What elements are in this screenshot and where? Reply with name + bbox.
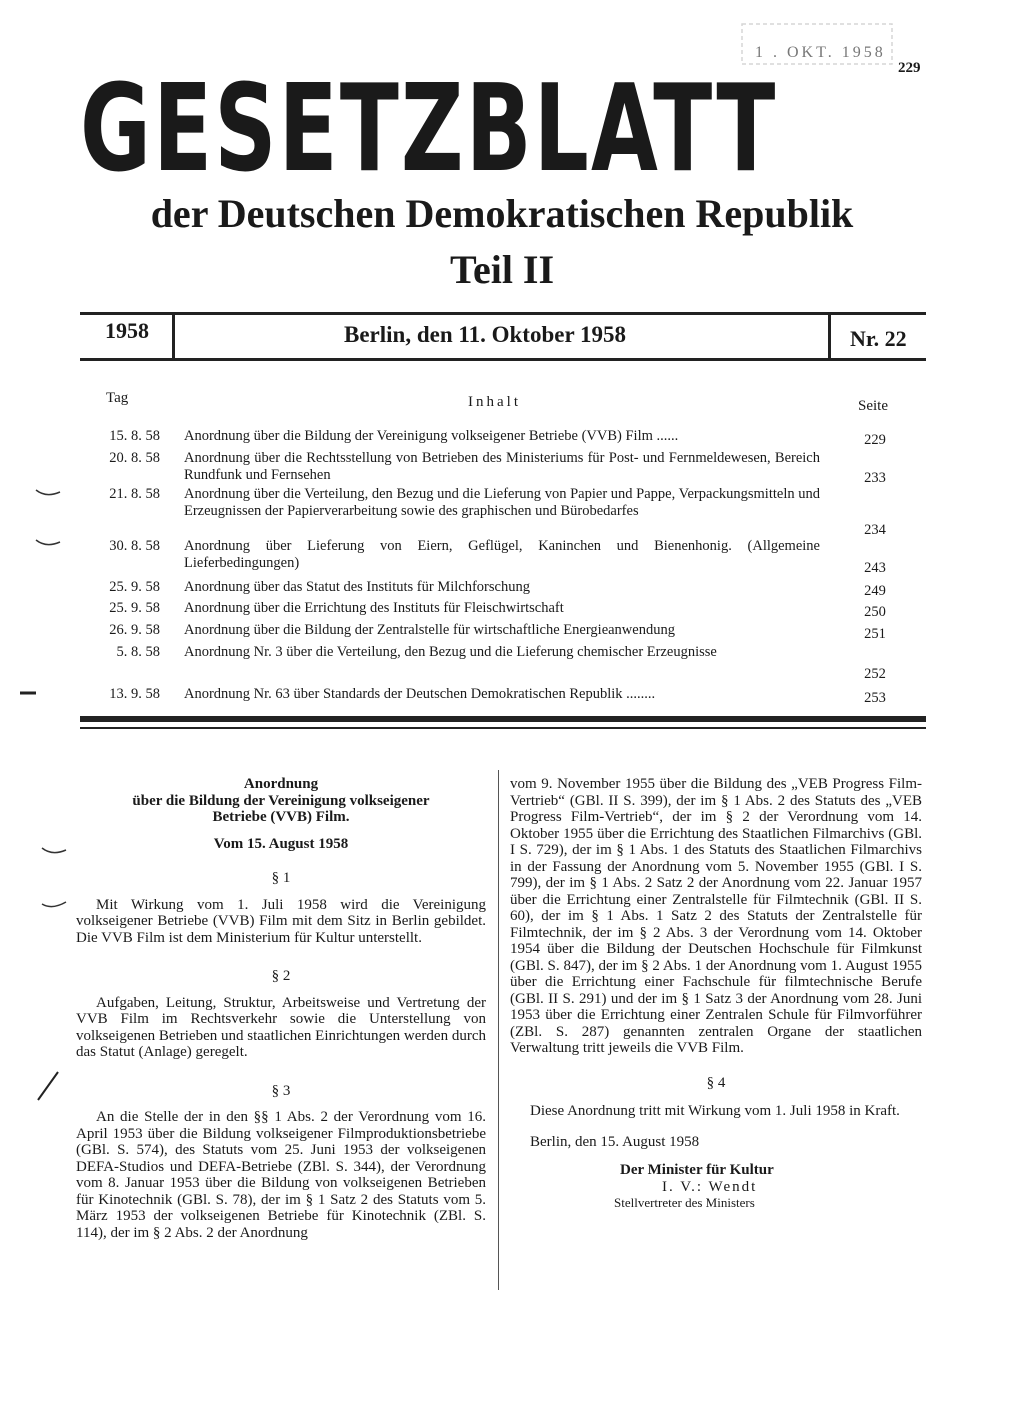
toc-page: 253	[864, 690, 886, 706]
toc-entry	[80, 579, 900, 599]
toc-title: Anordnung über die Bildung der Vereinigung volkseigener Betriebe (VVB) Film ......	[184, 428, 679, 444]
section-text: Diese Anordnung tritt mit Wirkung vom 1. Juli 1958 in Kraft.	[530, 1103, 900, 1119]
article-date: Vom 15. August 1958	[213, 835, 349, 852]
toc-page: 229	[864, 432, 886, 448]
toc-page: 251	[864, 626, 886, 642]
section-rule-thin	[80, 727, 926, 729]
toc-date: 25. 9. 58	[109, 600, 160, 616]
toc-date: 5. 8. 58	[116, 644, 160, 660]
toc-date: 26. 9. 58	[109, 622, 160, 638]
toc-entry	[80, 686, 900, 706]
signing-place-date: Berlin, den 15. August 1958	[530, 1133, 700, 1150]
header-divider	[828, 314, 831, 360]
pencil-mark	[34, 1068, 64, 1104]
toc-page: 243	[864, 560, 886, 576]
toc-page: 249	[864, 583, 886, 599]
toc-page: 234	[864, 522, 886, 538]
stamp-text: 1 . OKT. 1958	[755, 44, 886, 61]
page-number: 229	[898, 60, 921, 76]
toc-title: Anordnung Nr. 63 über Standards der Deutschen Demokratischen Republik ........	[184, 686, 656, 702]
toc-page: 250	[864, 604, 886, 620]
section-text: Aufgaben, Leitung, Struktur, Arbeitsweise und Vertretung der VVB Film im Rechtsverkehr sowie die Unterstellung von volkseigenen Betrieben und staatlichen Einrichtungen werden durch das Statut (Anlage) geregelt.	[76, 994, 486, 1060]
pencil-mark	[18, 688, 48, 698]
header-rule-bottom	[80, 358, 926, 361]
toc-entry	[80, 538, 900, 576]
toc-date: 13. 9. 58	[109, 686, 160, 702]
part-label: Teil II	[449, 247, 555, 292]
toc-page: 233	[864, 470, 886, 486]
toc-entry	[80, 428, 900, 448]
toc-date: 21. 8. 58	[109, 486, 160, 502]
header-rule-top	[80, 312, 926, 315]
section-text: An die Stelle der in den §§ 1 Abs. 2 der Verordnung vom 16. April 1953 über die Bildung volkseigener Filmproduktionsbetriebe (GBl. S. 574), des Statuts vom 25. Juni 1953 der volkseigenen DEFA-Studios und DEFA-Betriebe (ZBl. S. 344), der Verordnung vom 8. Januar 1953 über die Bildung von volkseigenen Betrieben für Kinotechnik (GBl. S. 78), der im § 1 Satz 2 des Statuts vom 5. März 1953 der volkseigenen Betriebe für Kinotechnik (ZBl. S. 114), der im § 2 Abs. 2 der Anordnung	[76, 1109, 486, 1241]
section-text: vom 9. November 1955 über die Bildung des „VEB Progress Film-Vertrieb“ (GBl. II S. 399), der im § 1 Abs. 2 des Statuts des „VEB Progress Film-Vertrieb“, der im § 2 der Verordnung vom 14. Oktober 1955 über die Errichtung des Staatlichen Filmarchivs (GBl. I S. 729), der im § 1 Abs. 1 des Statuts des Staatlichen Filmarchivs in der Fassung der Anordnung vom 5. November 1955 (GBl. I S. 799), der im § 1 Abs. 2 Satz 2 der Anordnung vom 22. Januar 1957 über die Errichtung einer Zentralstelle für Filmtechnik (GBl. II S. 60), der im § 1 Abs. 1 Satz 2 des Statuts der Zentralstelle für Filmtechnik, der im § 2 Abs. 3 der Verordnung vom 14. Oktober 1954 über die Bildung der Deutschen Hochschule für Filmkunst (GBl. S. 847), der im § 2 Abs. 1 der Anordnung vom 1. August 1955 über die Errichtung einer Fachschule für filmtechnische Berufe (GBl. II S. 291) und der im § 1 Satz 3 der Anordnung vom 28. Juni 1953 über die Errichtung einer Zentralen Schule für Filmvorführer (ZBl. S. 287) genannten zentralen Organe der staatlichen Verwaltung tritt jeweils die VVB Film.	[510, 776, 922, 1056]
toc-title: Anordnung über die Verteilung, den Bezug und die Lieferung von Papier und Pappe, Verpackungsmitteln und Erzeugnissen der Papierverarbeitung sowie des graphischen und Bürobedarfes	[184, 486, 820, 519]
section-heading: § 3	[271, 1082, 291, 1099]
column-divider	[498, 770, 499, 1290]
toc-entry	[80, 450, 900, 486]
section-text: Mit Wirkung vom 1. Juli 1958 wird die Vereinigung volkseigener Betriebe (VVB) Film mit dem Sitz in Berlin gebildet. Die VVB Film ist dem Ministerium für Kultur unterstellt.	[76, 896, 486, 946]
signer-role: Stellvertreter des Ministers	[614, 1195, 755, 1210]
masthead-title: GESETZBLATT	[80, 60, 778, 199]
toc-page: 252	[864, 666, 886, 682]
article-title: Anordnung	[243, 776, 319, 792]
signer-name: I. V.: Wendt	[662, 1178, 758, 1195]
pencil-mark	[34, 488, 64, 498]
toc-entry	[80, 644, 900, 680]
issue-year: 1958	[105, 318, 149, 343]
toc-entry	[80, 486, 900, 538]
article-title: Betriebe (VVB) Film.	[212, 809, 350, 825]
toc-title: Anordnung über die Bildung der Zentralstelle für wirtschaftliche Energieanwendung	[184, 622, 675, 638]
pencil-mark	[34, 538, 64, 548]
pencil-mark	[40, 846, 70, 856]
header-divider	[172, 314, 175, 360]
toc-date: 20. 8. 58	[109, 450, 160, 466]
issue-number: Nr. 22	[850, 326, 907, 351]
toc-col-content: Inhalt	[468, 394, 521, 410]
signer-title: Der Minister für Kultur	[620, 1162, 774, 1178]
masthead-subtitle: der Deutschen Demokratischen Republik	[150, 191, 854, 236]
toc-date: 30. 8. 58	[109, 538, 160, 554]
toc-entry	[80, 600, 900, 620]
section-rule	[80, 716, 926, 722]
article-title: über die Bildung der Vereinigung volkseigener	[132, 792, 430, 809]
toc-title: Anordnung über Lieferung von Eiern, Geflügel, Kaninchen und Bienenhonig. (Allgemeine Lieferbedingungen)	[184, 538, 820, 571]
toc-col-date: Tag	[106, 390, 129, 406]
toc-title: Anordnung Nr. 3 über die Verteilung, den Bezug und die Lieferung chemischer Erzeugnisse	[184, 644, 717, 660]
toc-title: Anordnung über die Rechtsstellung von Betrieben des Ministeriums für Post- und Fernmeldewesen, Bereich Rundfunk und Fernsehen	[184, 450, 820, 483]
toc-col-page: Seite	[858, 398, 888, 414]
section-heading: § 2	[271, 968, 291, 984]
section-heading: § 1	[271, 870, 291, 886]
toc-entry	[80, 622, 900, 642]
toc-date: 25. 9. 58	[109, 579, 160, 595]
toc-date: 15. 8. 58	[109, 428, 160, 444]
toc-title: Anordnung über die Errichtung des Instituts für Fleischwirtschaft	[184, 600, 564, 616]
issue-date: Berlin, den 11. Oktober 1958	[344, 322, 626, 347]
toc-title: Anordnung über das Statut des Instituts für Milchforschung	[184, 579, 530, 595]
article-left-column	[76, 776, 486, 1241]
article-right-column	[510, 776, 922, 1212]
section-heading: § 4	[706, 1074, 726, 1091]
pencil-mark	[40, 900, 70, 910]
